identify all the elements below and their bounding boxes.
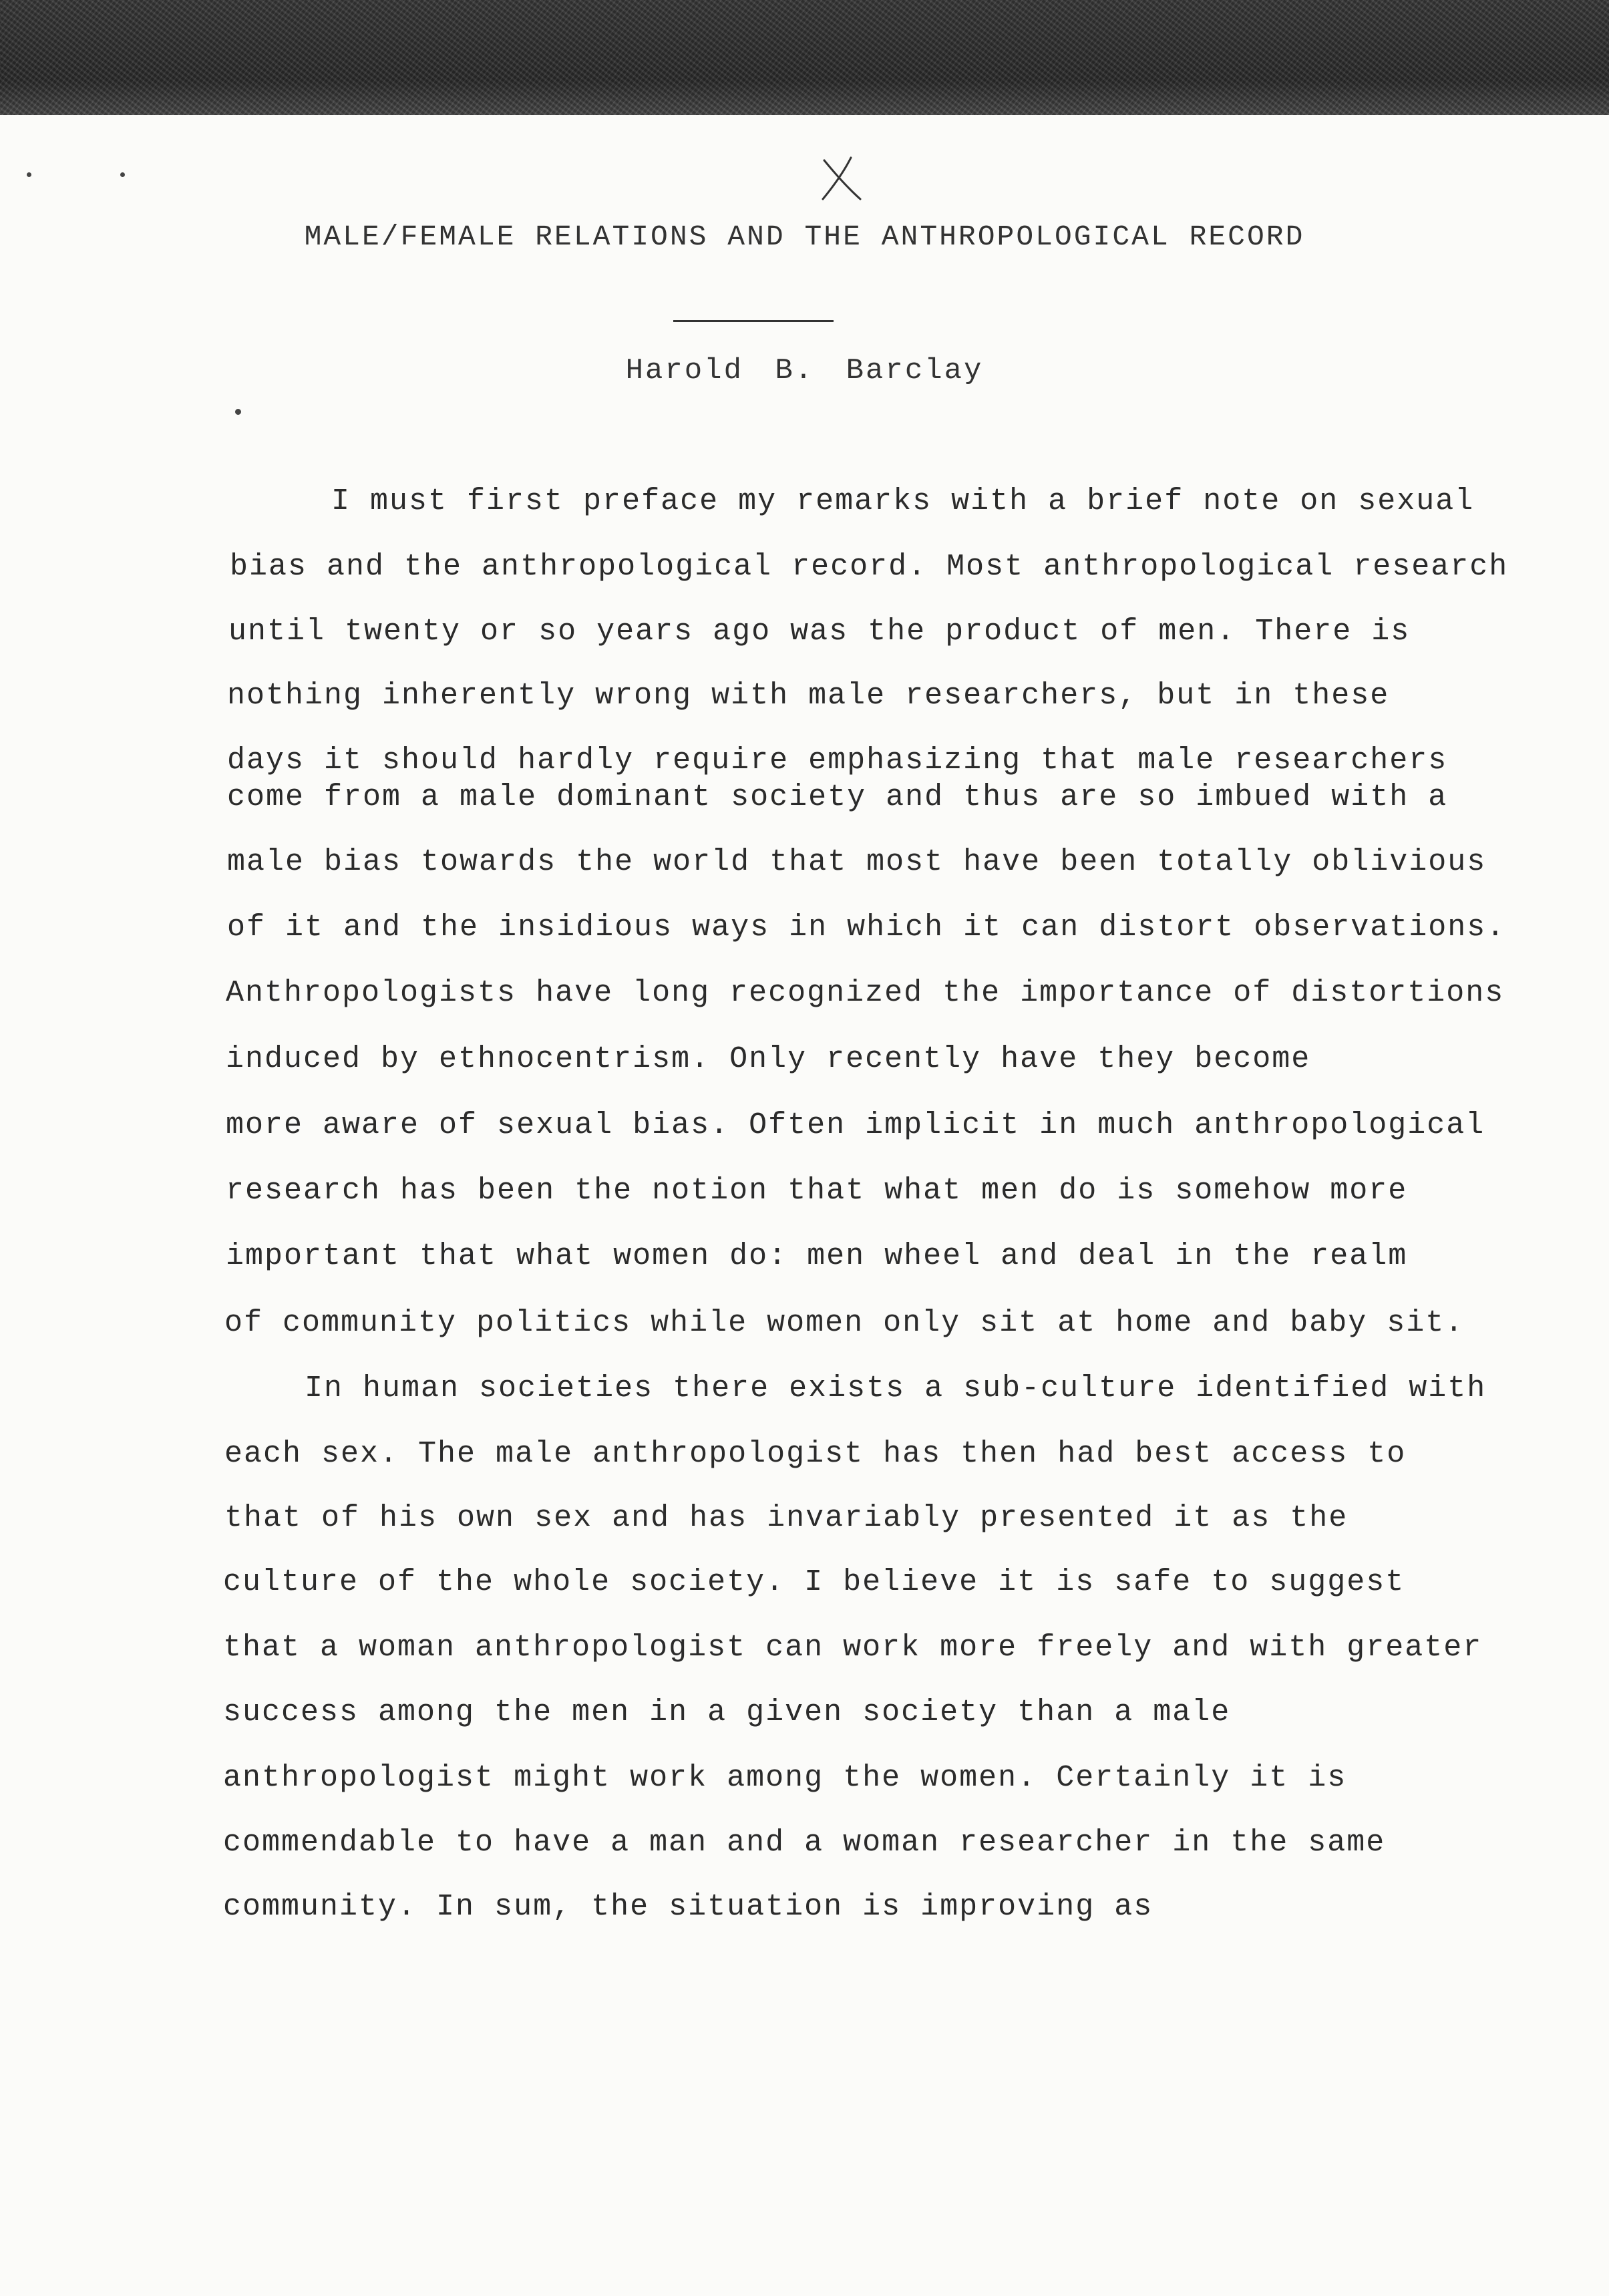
- text-line: bias and the anthropological record. Most anthropological research: [230, 550, 1509, 584]
- text-line: days it should hardly require emphasizing that male researchers: [227, 744, 1448, 778]
- text-line: more aware of sexual bias. Often implicit in much anthropological: [226, 1108, 1485, 1142]
- author-name: Harold B. Barclay: [625, 354, 984, 387]
- text-line: each sex. The male anthropologist has then had best access to: [224, 1437, 1407, 1471]
- text-line: that a woman anthropologist can work more freely and with greater: [223, 1631, 1483, 1665]
- text-line: culture of the whole society. I believe it is safe to suggest: [223, 1565, 1405, 1599]
- text-line: that of his own sex and has invariably presented it as the: [224, 1501, 1349, 1535]
- text-line: Anthropologists have long recognized the importance of distortions: [226, 976, 1505, 1010]
- text-line: come from a male dominant society and thus are so imbued with a: [227, 780, 1448, 814]
- text-line: anthropologist might work among the women. Certainly it is: [223, 1761, 1347, 1795]
- text-line: until twenty or so years ago was the product of men. There is: [228, 615, 1411, 649]
- text-line: research has been the notion that what men do is somehow more: [226, 1174, 1408, 1208]
- text-line: nothing inherently wrong with male researchers, but in these: [227, 679, 1390, 713]
- text-line: I must first preface my remarks with a brief note on sexual: [331, 484, 1475, 518]
- text-line: success among the men in a given society than a male: [223, 1695, 1231, 1730]
- text-line: induced by ethnocentrism. Only recently have they become: [226, 1042, 1311, 1076]
- document-title: MALE/FEMALE RELATIONS AND THE ANTHROPOLOGICAL RECORD: [304, 220, 1305, 253]
- text-line: important that what women do: men wheel and deal in the realm: [226, 1239, 1408, 1273]
- text-line: In human societies there exists a sub-culture identified with: [305, 1371, 1487, 1406]
- text-line: of community politics while women only sit at home and baby sit.: [224, 1306, 1465, 1340]
- text-line: male bias towards the world that most have been totally oblivious: [227, 845, 1487, 879]
- text-line: of it and the insidious ways in which it can distort observations.: [227, 911, 1506, 945]
- text-line: commendable to have a man and a woman researcher in the same: [223, 1826, 1386, 1860]
- text-line: community. In sum, the situation is improving as: [223, 1890, 1153, 1924]
